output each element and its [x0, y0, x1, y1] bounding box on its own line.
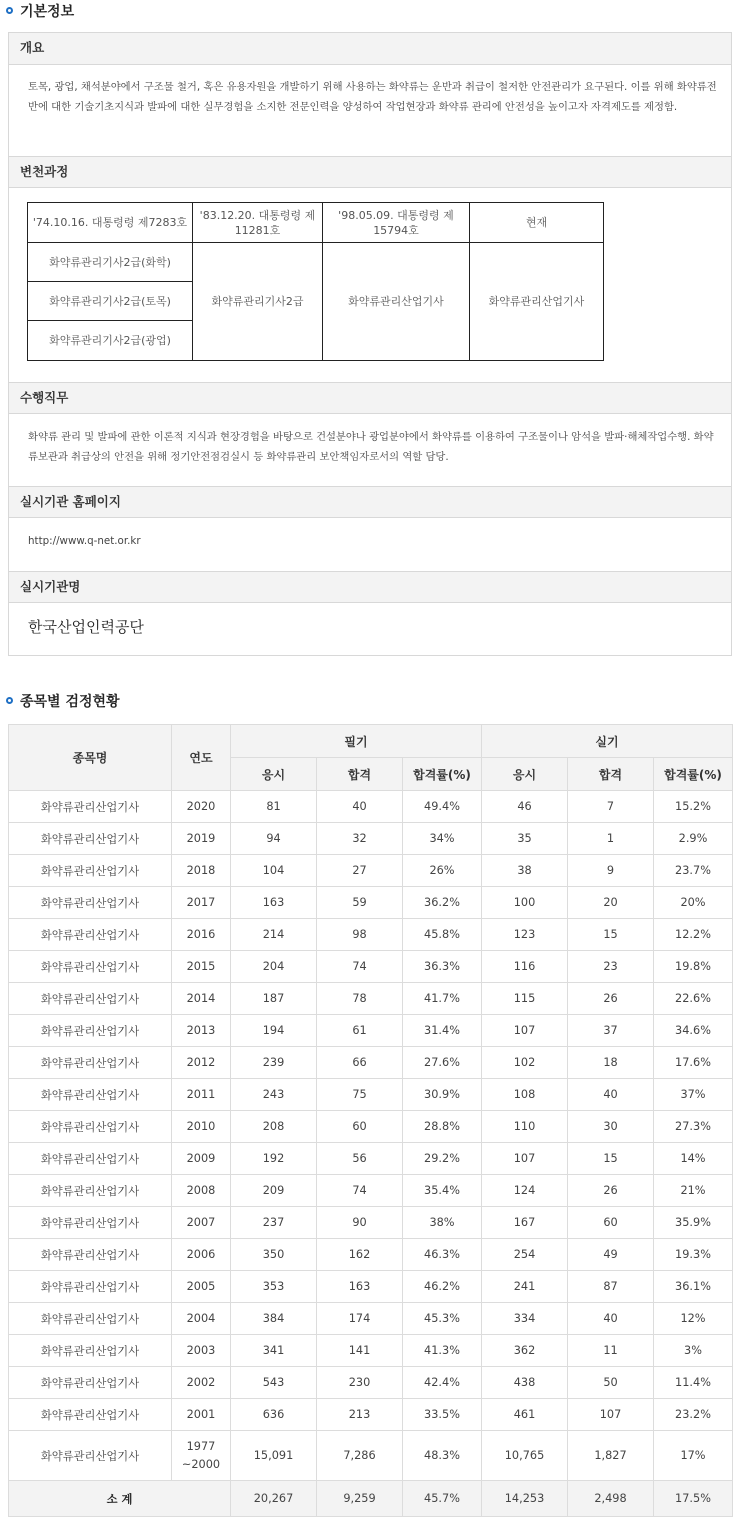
- bullet-circle-icon: [6, 697, 13, 704]
- cell-written-applied: 187: [231, 983, 317, 1015]
- cell-written-passed: 40: [317, 791, 403, 823]
- cell-practical-applied: 107: [482, 1015, 568, 1047]
- history-header: 변천과정: [9, 156, 731, 188]
- basic-info-box: [8, 32, 732, 656]
- cell-written-applied: 209: [231, 1175, 317, 1207]
- cell-practical-passed: 50: [568, 1367, 654, 1399]
- cell-written-rate: 26%: [403, 855, 482, 887]
- cell-practical-rate: 21%: [654, 1175, 733, 1207]
- cell-written-applied: 214: [231, 919, 317, 951]
- cell-year: 2004: [172, 1303, 231, 1335]
- cell-name: 화약류관리산업기사: [9, 823, 172, 855]
- col-header-practical-rate: 합격률(%): [654, 758, 733, 791]
- total-row: [9, 1481, 733, 1517]
- cell-written-rate: 46.3%: [403, 1239, 482, 1271]
- exam-stats-body: [9, 791, 733, 1431]
- cell-practical-passed: 30: [568, 1111, 654, 1143]
- cell-practical-rate: 14%: [654, 1143, 733, 1175]
- table-row: [9, 791, 733, 823]
- cell-written-rate: 35.4%: [403, 1175, 482, 1207]
- cell-year-line1: 1977: [186, 1439, 216, 1453]
- cell-name: 화약류관리산업기사: [9, 791, 172, 823]
- cell-year: 2020: [172, 791, 231, 823]
- cell-practical-applied: 110: [482, 1111, 568, 1143]
- col-header-year: 연도: [172, 725, 231, 791]
- cell-year: 2006: [172, 1239, 231, 1271]
- cell-practical-passed: 9: [568, 855, 654, 887]
- cell-practical-rate: 27.3%: [654, 1111, 733, 1143]
- cell-practical-applied: 108: [482, 1079, 568, 1111]
- cell-practical-applied: 254: [482, 1239, 568, 1271]
- overview-text: 토목, 광업, 채석분야에서 구조물 철거, 혹은 유용자원을 개발하기 위해 사용하는 화약류는 운반과 취급이 철저한 안전관리가 요구된다. 이를 위해 화약류전반에 대한 기술기초지식과 발파에 대한 실무경험을 소지한 전문인력을 양성하여 작업현장과 화약류 관리에 안전성을 높이고자 자격제도를 제정함.: [28, 81, 717, 113]
- cell-written-applied: 239: [231, 1047, 317, 1079]
- cell-practical-applied: 124: [482, 1175, 568, 1207]
- cell-written-passed: 90: [317, 1207, 403, 1239]
- cell-written-passed: 59: [317, 887, 403, 919]
- cell-name: 화약류관리산업기사: [9, 1367, 172, 1399]
- cell-year: 2016: [172, 919, 231, 951]
- cell-year: 2009: [172, 1143, 231, 1175]
- col-header-written-applied: 응시: [231, 758, 317, 791]
- cell-year: 2008: [172, 1175, 231, 1207]
- cell-written-passed: 74: [317, 951, 403, 983]
- cell-written-applied: 81: [231, 791, 317, 823]
- cell-written-passed: 213: [317, 1399, 403, 1431]
- history-col3-head: '98.05.09. 대통령령 제15794호: [323, 203, 470, 243]
- history-col4-value: 화약류관리산업기사: [470, 243, 604, 361]
- cell-practical-applied: 241: [482, 1271, 568, 1303]
- cell-written-applied: 194: [231, 1015, 317, 1047]
- cell-practical-applied: 46: [482, 791, 568, 823]
- cell-year-line2: ~2000: [181, 1457, 221, 1471]
- cell-year: 2014: [172, 983, 231, 1015]
- cell-written-rate: 27.6%: [403, 1047, 482, 1079]
- cell-written-passed: 7,286: [317, 1431, 403, 1481]
- cell-written-rate: 36.2%: [403, 887, 482, 919]
- cell-practical-passed: 20: [568, 887, 654, 919]
- cell-year: 2003: [172, 1335, 231, 1367]
- history-col1-item: 화약류관리기사2급(광업): [28, 321, 193, 361]
- cell-written-rate: 28.8%: [403, 1111, 482, 1143]
- cell-year: 2001: [172, 1399, 231, 1431]
- cell-name: 화약류관리산업기사: [9, 1431, 172, 1481]
- cell-practical-passed: 107: [568, 1399, 654, 1431]
- cell-written-passed: 32: [317, 823, 403, 855]
- total-label: 소 계: [9, 1481, 231, 1517]
- cell-written-applied: 192: [231, 1143, 317, 1175]
- cell-name: 화약류관리산업기사: [9, 1079, 172, 1111]
- cell-year: [172, 1431, 231, 1481]
- cell-written-applied: 204: [231, 951, 317, 983]
- history-col2-value: 화약류관리기사2급: [193, 243, 323, 361]
- cell-written-rate: 41.3%: [403, 1335, 482, 1367]
- cell-practical-passed: 18: [568, 1047, 654, 1079]
- cell-practical-rate: 19.8%: [654, 951, 733, 983]
- table-row: [9, 951, 733, 983]
- table-row: [9, 1335, 733, 1367]
- cell-practical-passed: 87: [568, 1271, 654, 1303]
- col-header-name: 종목명: [9, 725, 172, 791]
- cell-written-rate: 48.3%: [403, 1431, 482, 1481]
- cell-name: 화약류관리산업기사: [9, 919, 172, 951]
- cell-written-applied: 636: [231, 1399, 317, 1431]
- col-header-practical-applied: 응시: [482, 758, 568, 791]
- cell-practical-passed: 37: [568, 1015, 654, 1047]
- cell-written-rate: 33.5%: [403, 1399, 482, 1431]
- cell-practical-applied: 102: [482, 1047, 568, 1079]
- history-col4-head: 현재: [470, 203, 604, 243]
- cell-written-applied: 350: [231, 1239, 317, 1271]
- cell-practical-passed: 15: [568, 1143, 654, 1175]
- cell-practical-rate: 17%: [654, 1431, 733, 1481]
- cell-year: 2002: [172, 1367, 231, 1399]
- cell-practical-rate: 2.9%: [654, 823, 733, 855]
- exam-stats-title: [0, 690, 738, 714]
- cell-practical-applied: 107: [482, 1143, 568, 1175]
- duty-header: 수행직무: [9, 382, 731, 414]
- cell-name: 화약류관리산업기사: [9, 1015, 172, 1047]
- cell-practical-rate: 34.6%: [654, 1015, 733, 1047]
- cell-written-passed: 60: [317, 1111, 403, 1143]
- cell-practical-applied: 35: [482, 823, 568, 855]
- cell-practical-passed: 26: [568, 1175, 654, 1207]
- cell-written-applied: 208: [231, 1111, 317, 1143]
- cell-year: 2013: [172, 1015, 231, 1047]
- cell-practical-passed: 26: [568, 983, 654, 1015]
- basic-info-title: [0, 0, 738, 24]
- table-row: [9, 1367, 733, 1399]
- cell-practical-rate: 3%: [654, 1335, 733, 1367]
- cell-practical-applied: 116: [482, 951, 568, 983]
- cell-name: 화약류관리산업기사: [9, 1271, 172, 1303]
- cell-practical-applied: 123: [482, 919, 568, 951]
- homepage-url[interactable]: http://www.q-net.or.kr: [28, 535, 141, 547]
- cell-year: 2005: [172, 1271, 231, 1303]
- cell-written-rate: 38%: [403, 1207, 482, 1239]
- cell-name: 화약류관리산업기사: [9, 1207, 172, 1239]
- col-header-written-rate: 합격률(%): [403, 758, 482, 791]
- history-col3-value: 화약류관리산업기사: [323, 243, 470, 361]
- cell-practical-applied: 334: [482, 1303, 568, 1335]
- total-practical-applied: 14,253: [482, 1481, 568, 1517]
- table-row: [9, 983, 733, 1015]
- cell-practical-passed: 1: [568, 823, 654, 855]
- cell-practical-applied: 100: [482, 887, 568, 919]
- cell-practical-passed: 23: [568, 951, 654, 983]
- cell-written-passed: 66: [317, 1047, 403, 1079]
- cell-year: 2010: [172, 1111, 231, 1143]
- history-col1-item: 화약류관리기사2급(화학): [28, 243, 193, 282]
- cell-written-passed: 141: [317, 1335, 403, 1367]
- duty-text: 화약류 관리 및 발파에 관한 이론적 지식과 현장경험을 바탕으로 건설분야나 광업분야에서 화약류를 이용하여 구조물이나 암석을 발파·해체작업수행. 화약류보관과 취급상의 안전을 위해 정기안전점검실시 등 화약류관리 보안책임자로서의 역할 담당.: [28, 431, 714, 463]
- table-row: [9, 1047, 733, 1079]
- history-col1-head: '74.10.16. 대통령령 제7283호: [28, 203, 193, 243]
- table-row: [9, 855, 733, 887]
- table-row: [9, 1399, 733, 1431]
- cell-practical-passed: 60: [568, 1207, 654, 1239]
- cell-name: 화약류관리산업기사: [9, 983, 172, 1015]
- cell-practical-rate: 20%: [654, 887, 733, 919]
- cell-written-passed: 74: [317, 1175, 403, 1207]
- cell-written-rate: 49.4%: [403, 791, 482, 823]
- cell-year: 2017: [172, 887, 231, 919]
- bullet-circle-icon: [6, 7, 13, 14]
- org-header: 실시기관명: [9, 571, 731, 603]
- cell-written-applied: 353: [231, 1271, 317, 1303]
- cell-written-passed: 56: [317, 1143, 403, 1175]
- cell-practical-applied: 38: [482, 855, 568, 887]
- cell-name: 화약류관리산업기사: [9, 1143, 172, 1175]
- col-header-written: 필기: [231, 725, 482, 758]
- cell-practical-passed: 40: [568, 1303, 654, 1335]
- cell-written-rate: 34%: [403, 823, 482, 855]
- cell-year: 2012: [172, 1047, 231, 1079]
- cell-written-applied: 237: [231, 1207, 317, 1239]
- cell-name: 화약류관리산업기사: [9, 1175, 172, 1207]
- cell-practical-passed: 7: [568, 791, 654, 823]
- cell-written-passed: 61: [317, 1015, 403, 1047]
- cell-practical-rate: 23.7%: [654, 855, 733, 887]
- homepage-header: 실시기관 홈페이지: [9, 486, 731, 518]
- cell-written-rate: 45.3%: [403, 1303, 482, 1335]
- basic-info-section: [0, 0, 738, 636]
- cell-name: 화약류관리산업기사: [9, 1303, 172, 1335]
- cell-practical-rate: 15.2%: [654, 791, 733, 823]
- table-row: [9, 1079, 733, 1111]
- table-row: [9, 1015, 733, 1047]
- cell-written-applied: 243: [231, 1079, 317, 1111]
- cell-year: 2018: [172, 855, 231, 887]
- table-row: [9, 823, 733, 855]
- table-row: [9, 1303, 733, 1335]
- total-written-rate: 45.7%: [403, 1481, 482, 1517]
- cell-written-applied: 341: [231, 1335, 317, 1367]
- cell-practical-rate: 23.2%: [654, 1399, 733, 1431]
- cell-written-passed: 230: [317, 1367, 403, 1399]
- cell-name: 화약류관리산업기사: [9, 1239, 172, 1271]
- cell-name: 화약류관리산업기사: [9, 1399, 172, 1431]
- cell-written-passed: 27: [317, 855, 403, 887]
- cell-practical-rate: 19.3%: [654, 1239, 733, 1271]
- table-row: [9, 1271, 733, 1303]
- cell-year: 2007: [172, 1207, 231, 1239]
- cell-name: 화약류관리산업기사: [9, 855, 172, 887]
- cell-written-passed: 78: [317, 983, 403, 1015]
- cell-practical-rate: 12.2%: [654, 919, 733, 951]
- cell-written-passed: 75: [317, 1079, 403, 1111]
- cell-practical-passed: 40: [568, 1079, 654, 1111]
- total-written-applied: 20,267: [231, 1481, 317, 1517]
- cell-written-rate: 31.4%: [403, 1015, 482, 1047]
- total-practical-passed: 2,498: [568, 1481, 654, 1517]
- table-row: [9, 919, 733, 951]
- cell-practical-passed: 11: [568, 1335, 654, 1367]
- history-col1-item: 화약류관리기사2급(토목): [28, 282, 193, 321]
- cell-practical-rate: 35.9%: [654, 1207, 733, 1239]
- cell-year: 2015: [172, 951, 231, 983]
- col-header-practical: 실기: [482, 725, 733, 758]
- org-name: 한국산업인력공단: [28, 618, 144, 636]
- cell-written-passed: 162: [317, 1239, 403, 1271]
- cell-practical-applied: 10,765: [482, 1431, 568, 1481]
- cell-practical-passed: 49: [568, 1239, 654, 1271]
- cell-name: 화약류관리산업기사: [9, 951, 172, 983]
- cell-written-applied: 94: [231, 823, 317, 855]
- cell-name: 화약류관리산업기사: [9, 1111, 172, 1143]
- cell-written-passed: 174: [317, 1303, 403, 1335]
- table-row: [9, 1239, 733, 1271]
- cell-year: 2019: [172, 823, 231, 855]
- total-practical-rate: 17.5%: [654, 1481, 733, 1517]
- exam-stats-section: [0, 690, 738, 1506]
- cell-written-applied: 104: [231, 855, 317, 887]
- total-written-passed: 9,259: [317, 1481, 403, 1517]
- cell-practical-rate: 11.4%: [654, 1367, 733, 1399]
- table-row: [9, 1111, 733, 1143]
- cell-name: 화약류관리산업기사: [9, 887, 172, 919]
- exam-stats-title-text: 종목별 검정현황: [20, 694, 120, 710]
- table-row: [9, 1431, 733, 1481]
- cell-written-rate: 42.4%: [403, 1367, 482, 1399]
- cell-practical-rate: 17.6%: [654, 1047, 733, 1079]
- cell-practical-passed: 1,827: [568, 1431, 654, 1481]
- cell-practical-applied: 461: [482, 1399, 568, 1431]
- history-table: [27, 202, 604, 361]
- cell-practical-applied: 167: [482, 1207, 568, 1239]
- table-row: [9, 1143, 733, 1175]
- cell-practical-applied: 362: [482, 1335, 568, 1367]
- overview-header: 개요: [9, 33, 731, 65]
- cell-practical-rate: 36.1%: [654, 1271, 733, 1303]
- cell-practical-passed: 15: [568, 919, 654, 951]
- cell-name: 화약류관리산업기사: [9, 1335, 172, 1367]
- col-header-written-passed: 합격: [317, 758, 403, 791]
- cell-written-passed: 163: [317, 1271, 403, 1303]
- cell-written-rate: 41.7%: [403, 983, 482, 1015]
- cell-written-rate: 46.2%: [403, 1271, 482, 1303]
- cell-practical-applied: 438: [482, 1367, 568, 1399]
- cell-written-rate: 45.8%: [403, 919, 482, 951]
- cell-written-applied: 543: [231, 1367, 317, 1399]
- cell-written-rate: 30.9%: [403, 1079, 482, 1111]
- history-col2-head: '83.12.20. 대통령령 제11281호: [193, 203, 323, 243]
- exam-stats-table: [8, 724, 733, 1517]
- col-header-practical-passed: 합격: [568, 758, 654, 791]
- cell-practical-rate: 37%: [654, 1079, 733, 1111]
- table-row: [9, 887, 733, 919]
- cell-practical-rate: 22.6%: [654, 983, 733, 1015]
- basic-info-title-text: 기본정보: [20, 4, 75, 20]
- cell-written-applied: 163: [231, 887, 317, 919]
- cell-practical-applied: 115: [482, 983, 568, 1015]
- cell-year: 2011: [172, 1079, 231, 1111]
- table-row: [9, 1207, 733, 1239]
- cell-written-passed: 98: [317, 919, 403, 951]
- cell-name: 화약류관리산업기사: [9, 1047, 172, 1079]
- cell-written-applied: 15,091: [231, 1431, 317, 1481]
- table-row: [9, 1175, 733, 1207]
- cell-written-rate: 29.2%: [403, 1143, 482, 1175]
- cell-written-rate: 36.3%: [403, 951, 482, 983]
- cell-written-applied: 384: [231, 1303, 317, 1335]
- cell-practical-rate: 12%: [654, 1303, 733, 1335]
